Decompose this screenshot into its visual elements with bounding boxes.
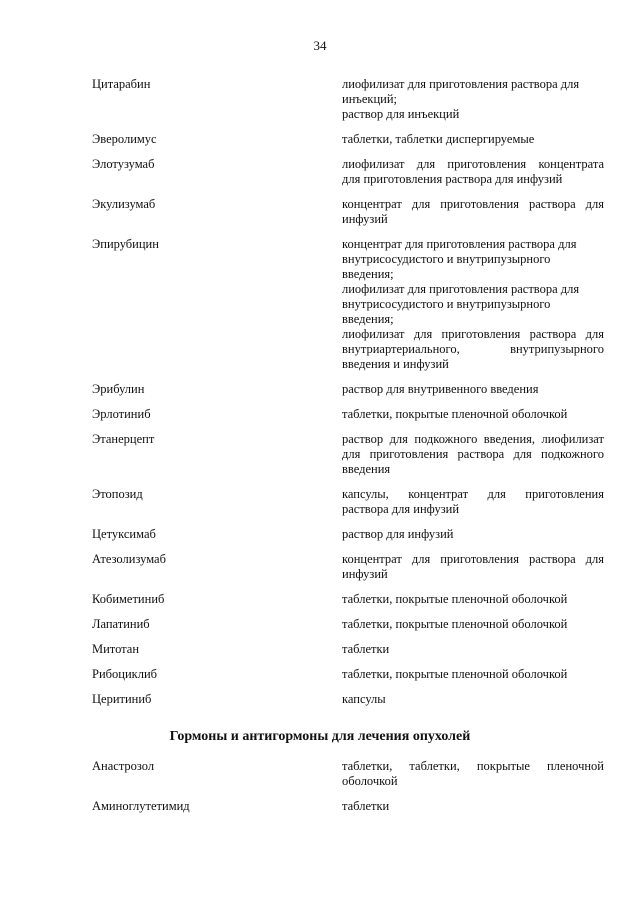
drug-name: Митотан bbox=[92, 642, 140, 656]
drug-list bbox=[92, 77, 604, 824]
drug-name: Кобиметиниб bbox=[92, 592, 165, 606]
dosage-form: раствор для подкожного введения, лиофилизат для приготовления раствора для подкожного введения bbox=[342, 432, 604, 476]
drug-name: Цетуксимаб bbox=[92, 527, 156, 541]
drug-name: Элотузумаб bbox=[92, 157, 155, 171]
drug-row bbox=[92, 799, 604, 814]
drug-row bbox=[92, 157, 604, 187]
dosage-form: таблетки, покрытые пленочной оболочкой bbox=[342, 617, 568, 631]
drug-name: Эверолимус bbox=[92, 132, 157, 146]
drug-row bbox=[92, 407, 604, 422]
drug-name: Анастрозол bbox=[92, 759, 155, 773]
dosage-form: таблетки, покрытые пленочной оболочкой bbox=[342, 407, 568, 421]
drug-name: Атезолизумаб bbox=[92, 552, 166, 566]
dosage-form: концентрат для приготовления раствора для внутрисосудистого и внутрипузырного введения; лиофилизат для приготовления раствора для внутрисосудистого и внутрипузырного введения; лиофилизат для приготовления раствора для внутриартериального, внутрипузырного введения и инфузий bbox=[342, 237, 604, 371]
dosage-form: таблетки, покрытые пленочной оболочкой bbox=[342, 667, 568, 681]
drug-row bbox=[92, 667, 604, 682]
drug-name: Аминоглутетимид bbox=[92, 799, 190, 813]
drug-row bbox=[92, 592, 604, 607]
dosage-form: таблетки bbox=[342, 642, 390, 656]
dosage-form: концентрат для приготовления раствора для инфузий bbox=[342, 197, 604, 226]
drug-name: Эпирубицин bbox=[92, 237, 159, 251]
dosage-form: таблетки, покрытые пленочной оболочкой bbox=[342, 592, 568, 606]
dosage-form: раствор для инфузий bbox=[342, 527, 454, 541]
drug-row bbox=[92, 692, 604, 707]
drug-row bbox=[92, 527, 604, 542]
drug-row bbox=[92, 617, 604, 632]
drug-name: Цитарабин bbox=[92, 77, 151, 91]
drug-name: Лапатиниб bbox=[92, 617, 150, 631]
dosage-form: лиофилизат для приготовления раствора для инъекций; раствор для инъекций bbox=[342, 77, 580, 121]
dosage-form: таблетки, таблетки, покрытые пленочной оболочкой bbox=[342, 759, 604, 788]
drug-name: Эрлотиниб bbox=[92, 407, 151, 421]
dosage-form: раствор для внутривенного введения bbox=[342, 382, 539, 396]
drug-name: Этанерцепт bbox=[92, 432, 155, 446]
dosage-form: концентрат для приготовления раствора для инфузий bbox=[342, 552, 604, 581]
drug-row bbox=[92, 77, 604, 122]
section-heading: Гормоны и антигормоны для лечения опухолей bbox=[169, 729, 471, 744]
dosage-form: лиофилизат для приготовления концентрата для приготовления раствора для инфузий bbox=[342, 157, 604, 186]
dosage-form: таблетки bbox=[342, 799, 390, 813]
drug-row bbox=[92, 552, 604, 582]
drug-name: Этопозид bbox=[92, 487, 143, 501]
dosage-form: капсулы bbox=[342, 692, 386, 706]
dosage-form: капсулы, концентрат для приготовления раствора для инфузий bbox=[342, 487, 604, 516]
drug-name: Экулизумаб bbox=[92, 197, 156, 211]
drug-row bbox=[92, 382, 604, 397]
drug-row bbox=[92, 487, 604, 517]
drug-row bbox=[92, 237, 604, 372]
dosage-form: таблетки, таблетки диспергируемые bbox=[342, 132, 535, 146]
drug-row bbox=[92, 132, 604, 147]
page-number: 34 bbox=[313, 38, 327, 53]
drug-row bbox=[92, 642, 604, 657]
drug-row bbox=[92, 197, 604, 227]
drug-name: Церитиниб bbox=[92, 692, 152, 706]
drug-row bbox=[92, 432, 604, 477]
drug-row bbox=[92, 759, 604, 789]
drug-name: Эрибулин bbox=[92, 382, 145, 396]
drug-name: Рибоциклиб bbox=[92, 667, 157, 681]
